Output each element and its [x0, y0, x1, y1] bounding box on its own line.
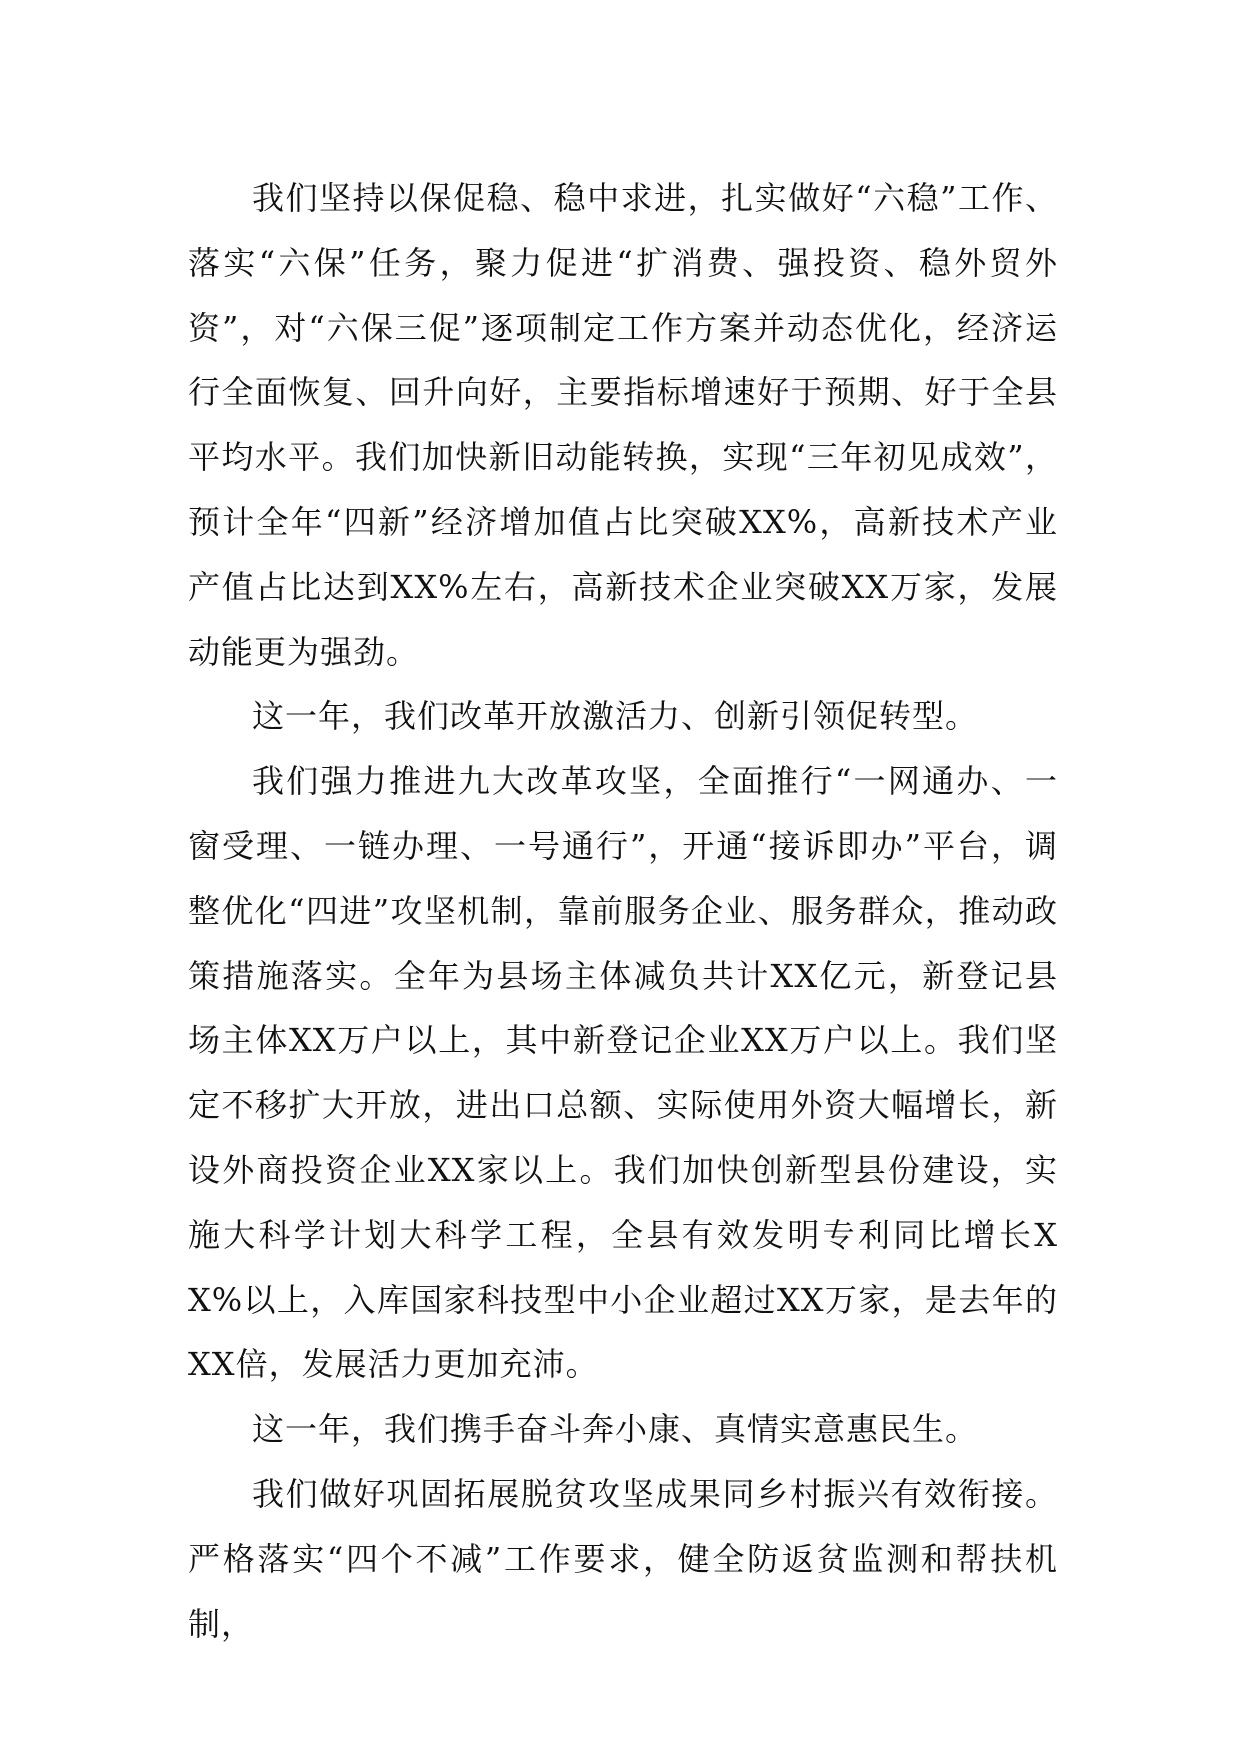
document-body [188, 166, 1058, 1656]
paragraph-3: 我们强力推进九大改革攻坚，全面推行“一网通办、一窗受理、一链办理、一号通行”，开通“接诉即办”平台，调整优化“四进”攻坚机制，靠前服务企业、服务群众，推动政策措施落实。全年为县场主体减负共计XX亿元，新登记县场主体XX万户以上，其中新登记企业XX万户以上。我们坚定不移扩大开放，进出口总额、实际使用外资大幅增长，新设外商投资企业XX家以上。我们加快创新型县份建设，实施大科学计划大科学工程，全县有效发明专利同比增长XX%以上，入库国家科技型中小企业超过XX万家，是去年的XX倍，发展活力更加充沛。 [188, 762, 1058, 1384]
paragraph-2: 这一年，我们改革开放激活力、创新引领促转型。 [252, 697, 979, 736]
paragraph-5: 我们做好巩固拓展脱贫攻坚成果同乡村振兴有效衔接。严格落实“四个不减”工作要求，健全防返贫监测和帮扶机制， [188, 1474, 1058, 1643]
paragraph-1: 我们坚持以保促稳、稳中求进，扎实做好“六稳”工作、落实“六保”任务，聚力促进“扩消费、强投资、稳外贸外资”，对“六保三促”逐项制定工作方案并动态优化，经济运行全面恢复、回升向好，主要指标增速好于预期、好于全县平均水平。我们加快新旧动能转换，实现“三年初见成效”，预计全年“四新”经济增加值占比突破XX%，高新技术产业产值占比达到XX%左右，高新技术企业突破XX万家，发展动能更为强劲。 [188, 179, 1058, 671]
paragraph-4: 这一年，我们携手奋斗奔小康、真情实意惠民生。 [252, 1410, 979, 1449]
